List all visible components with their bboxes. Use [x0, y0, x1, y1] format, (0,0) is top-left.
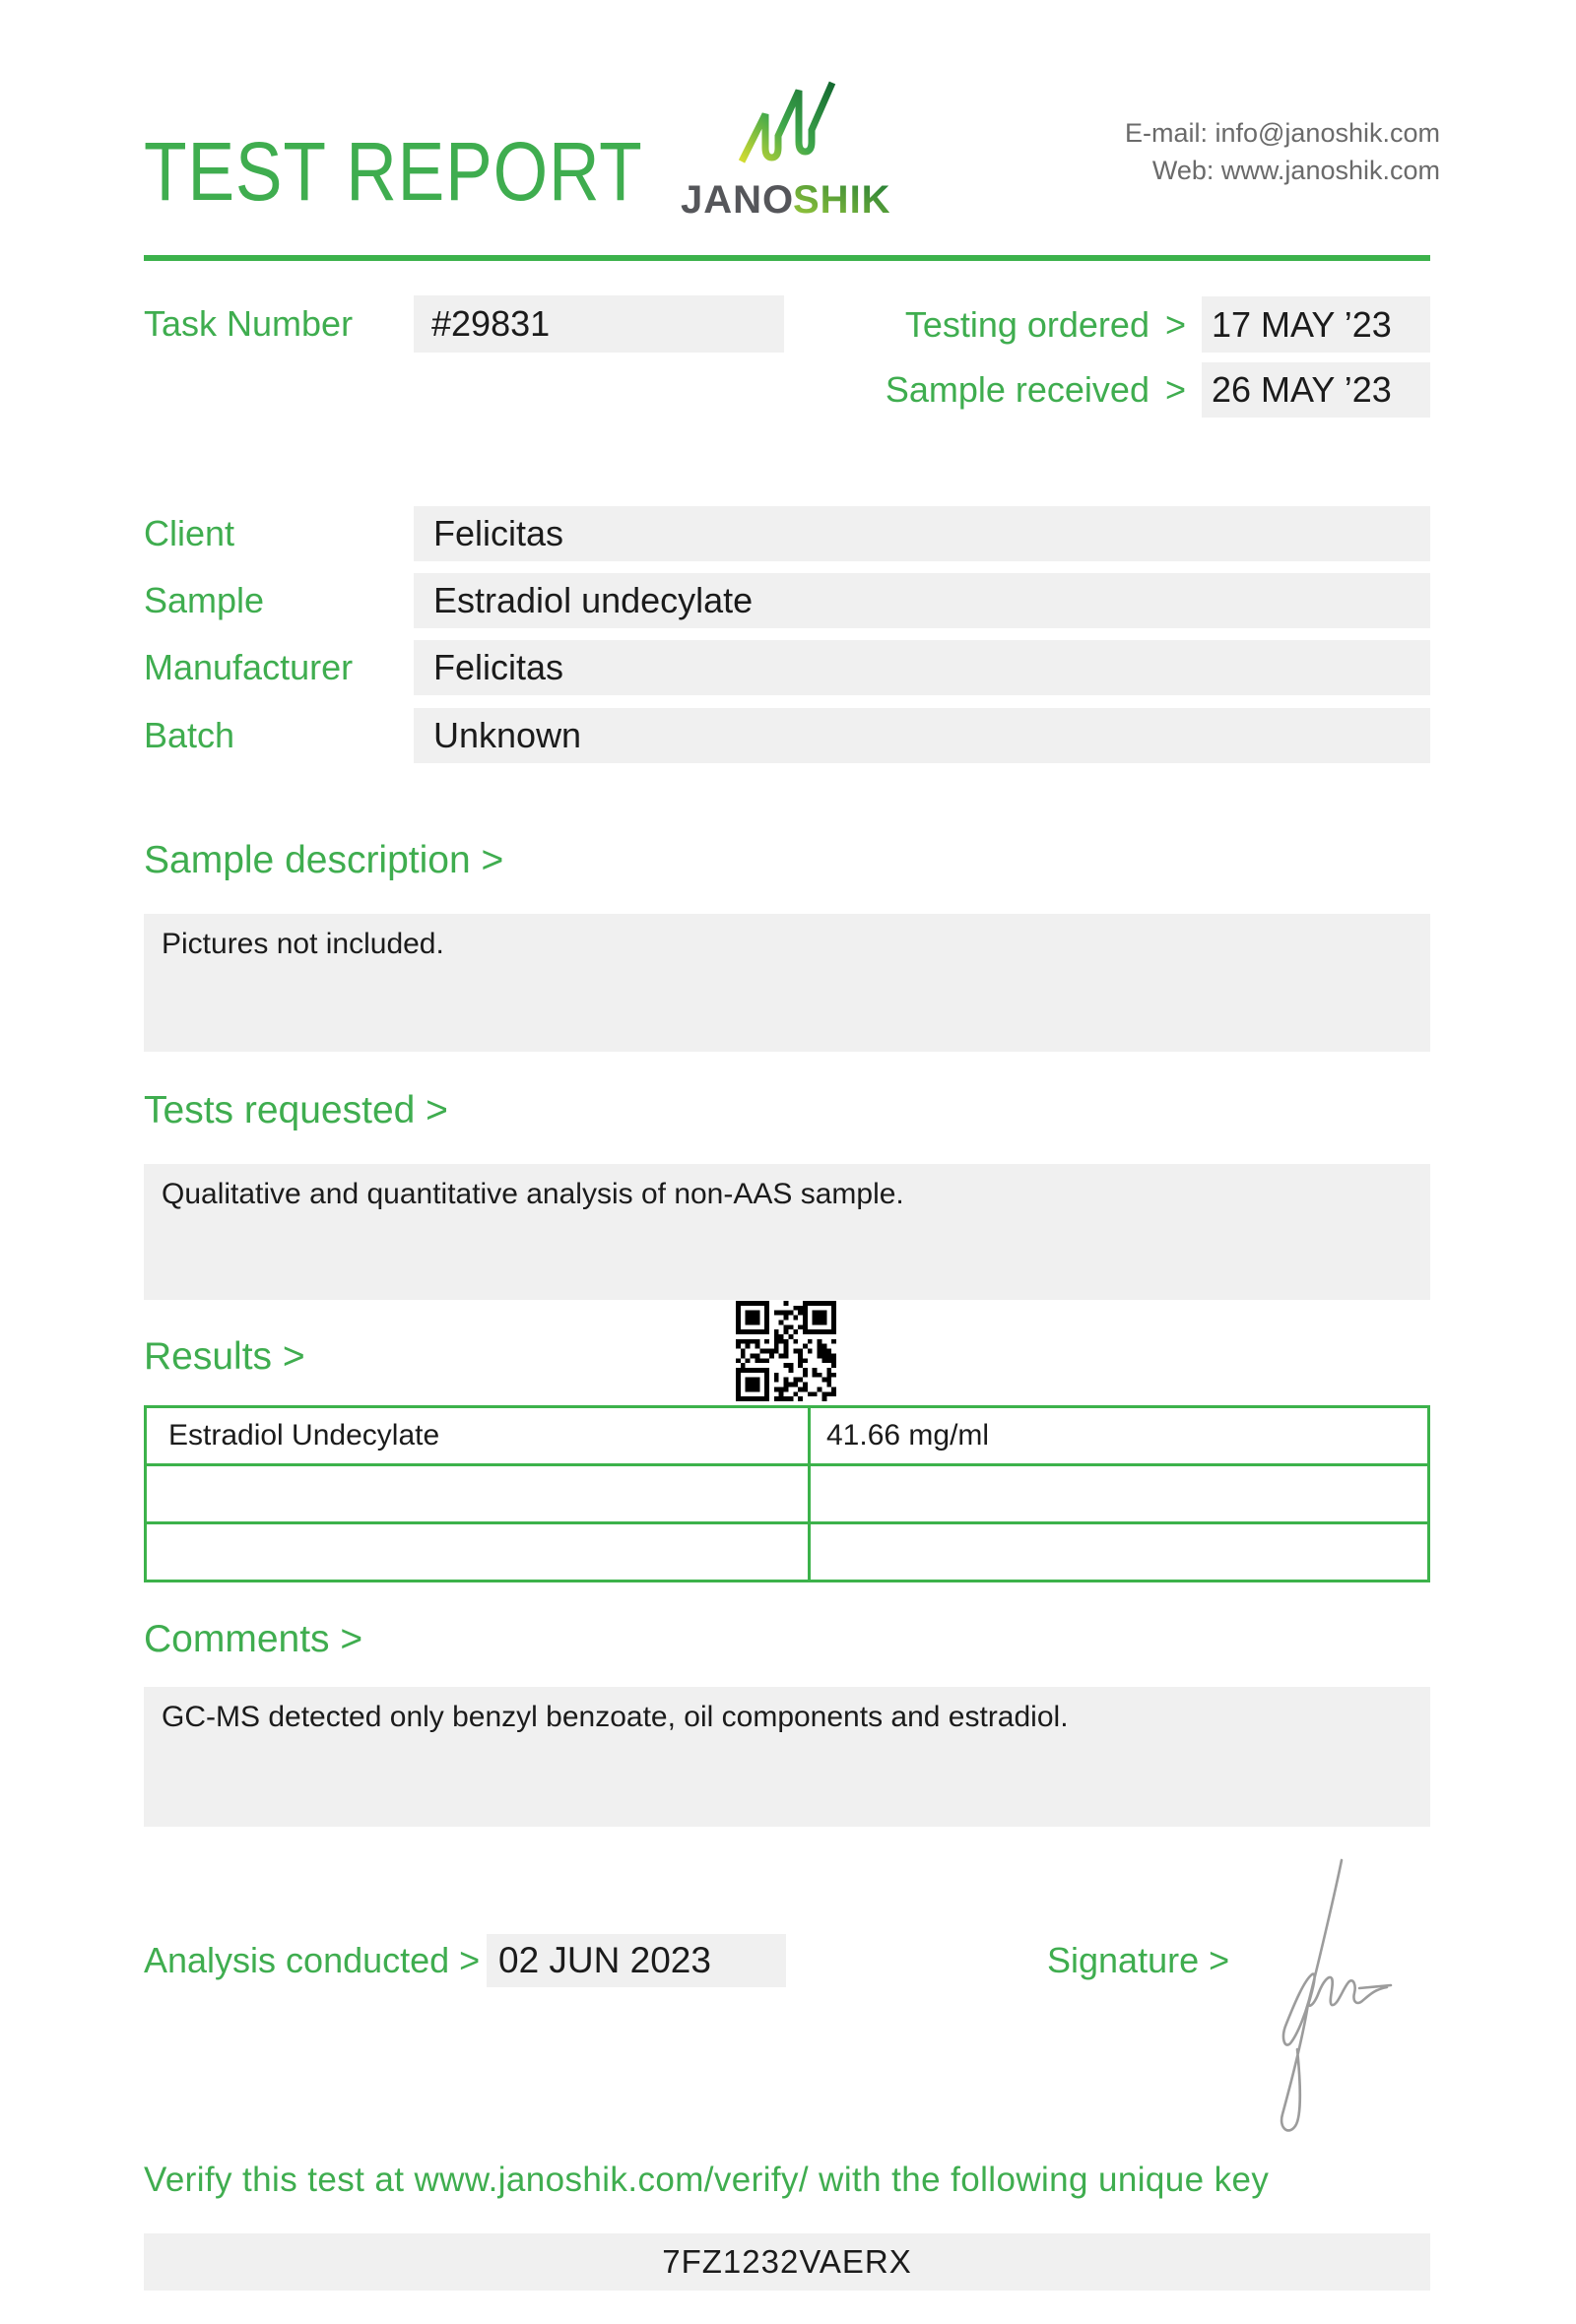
client-value: Felicitas	[414, 506, 1430, 561]
logo-text-jano: JANO	[681, 178, 795, 222]
manufacturer-value: Felicitas	[414, 640, 1430, 695]
testing-ordered-label: Testing ordered	[904, 303, 1149, 345]
tests-requested-heading: Tests requested >	[144, 1089, 448, 1131]
result-analyte: Estradiol Undecylate	[146, 1407, 810, 1465]
analysis-date-value: 02 JUN 2023	[487, 1934, 786, 1987]
sample-value: Estradiol undecylate	[414, 573, 1430, 628]
sample-description-heading: Sample description >	[144, 839, 504, 881]
testing-ordered-arrow-icon: >	[1164, 303, 1186, 345]
contact-web: Web: www.janoshik.com	[1151, 156, 1440, 185]
qr-code	[736, 1301, 836, 1401]
batch-label: Batch	[144, 715, 235, 755]
logo-text-shik: SHIK	[793, 178, 891, 222]
handwritten-signature	[1263, 1838, 1420, 2135]
contact-block	[1125, 114, 1440, 189]
comments-heading: Comments >	[144, 1618, 363, 1660]
result-analyte	[146, 1465, 810, 1523]
sample-description-box: Pictures not included.	[144, 914, 1430, 1052]
verify-heading: Verify this test at www.janoshik.com/verify/ with the following unique key	[144, 2161, 1270, 2199]
testing-ordered-date: 17 MAY ’23	[1202, 296, 1430, 353]
result-value	[810, 1523, 1429, 1582]
growth-chart-icon	[742, 83, 832, 161]
sample-received-arrow-icon: >	[1164, 369, 1186, 410]
client-label: Client	[144, 513, 235, 553]
manufacturer-label: Manufacturer	[144, 647, 354, 687]
sample-received-row	[886, 362, 1430, 418]
page-title: TEST REPORT	[144, 125, 643, 218]
result-value	[810, 1465, 1429, 1523]
task-number-value: #29831	[414, 295, 784, 353]
signature-label: Signature >	[1047, 1940, 1230, 1980]
batch-value: Unknown	[414, 708, 1430, 763]
result-analyte	[146, 1523, 810, 1582]
comments-box: GC-MS detected only benzyl benzoate, oil components and estradiol.	[144, 1687, 1430, 1827]
unique-key-value: 7FZ1232VAERX	[144, 2233, 1430, 2291]
sample-received-date: 26 MAY ’23	[1202, 362, 1430, 418]
table-row	[146, 1407, 1429, 1465]
header-divider	[144, 255, 1430, 261]
sample-received-label: Sample received	[885, 369, 1149, 410]
sample-label: Sample	[144, 580, 265, 620]
analysis-conducted-label: Analysis conducted >	[144, 1940, 481, 1980]
results-heading: Results >	[144, 1335, 305, 1378]
task-number-label: Task Number	[144, 303, 354, 344]
table-row	[146, 1523, 1429, 1582]
janoshik-logo	[673, 75, 901, 223]
results-table	[144, 1405, 1430, 1582]
testing-ordered-row	[905, 296, 1430, 353]
table-row	[146, 1465, 1429, 1523]
result-value: 41.66 mg/ml	[810, 1407, 1429, 1465]
contact-email: E-mail: info@janoshik.com	[1124, 118, 1440, 148]
tests-requested-box: Qualitative and quantitative analysis of non-AAS sample.	[144, 1164, 1430, 1300]
